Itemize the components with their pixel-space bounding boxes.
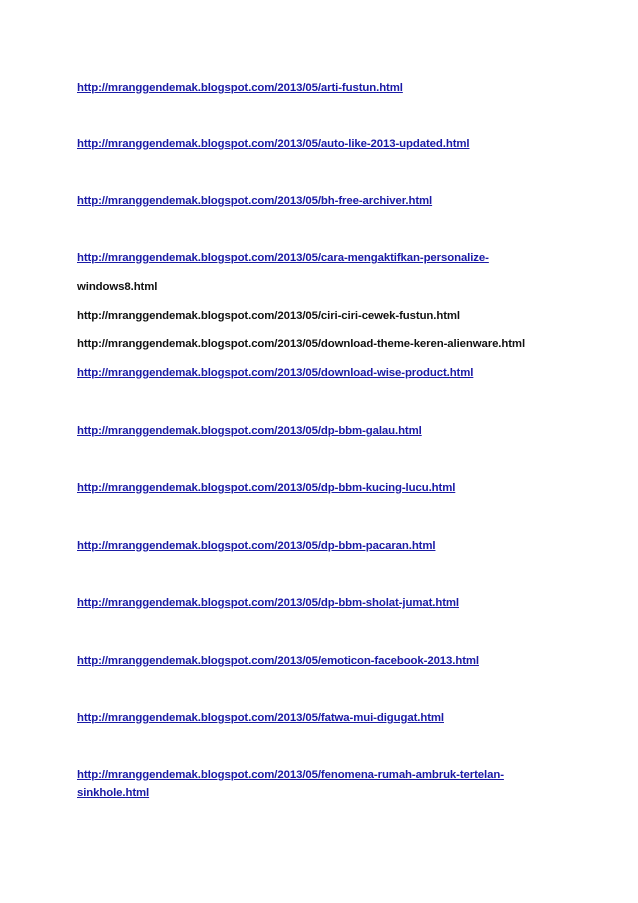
link-auto-like-2013-updated[interactable]: http://mranggendemak.blogspot.com/2013/05/auto-like-2013-updated.html — [77, 138, 470, 150]
link-arti-fustun[interactable]: http://mranggendemak.blogspot.com/2013/05/arti-fustun.html — [77, 82, 403, 94]
text-windows8-continuation: windows8.html — [77, 281, 158, 293]
link-dp-bbm-sholat-jumat[interactable]: http://mranggendemak.blogspot.com/2013/05/dp-bbm-sholat-jumat.html — [77, 597, 459, 609]
text-ciri-ciri-cewek-fustun: http://mranggendemak.blogspot.com/2013/05/ciri-ciri-cewek-fustun.html — [77, 310, 460, 322]
link-bh-free-archiver[interactable]: http://mranggendemak.blogspot.com/2013/05/bh-free-archiver.html — [77, 195, 433, 207]
link-cara-mengaktifkan-personalize[interactable]: http://mranggendemak.blogspot.com/2013/05/cara-mengaktifkan-personalize- — [77, 252, 489, 264]
text-download-theme-keren-alienware: http://mranggendemak.blogspot.com/2013/05/download-theme-keren-alienware.html — [77, 338, 526, 350]
link-emoticon-facebook-2013[interactable]: http://mranggendemak.blogspot.com/2013/05/emoticon-facebook-2013.html — [77, 655, 479, 667]
link-fatwa-mui-digugat[interactable]: http://mranggendemak.blogspot.com/2013/05/fatwa-mui-digugat.html — [77, 712, 444, 724]
link-sinkhole-continuation[interactable]: sinkhole.html — [77, 787, 150, 799]
link-dp-bbm-kucing-lucu[interactable]: http://mranggendemak.blogspot.com/2013/05/dp-bbm-kucing-lucu.html — [77, 482, 456, 494]
link-dp-bbm-pacaran[interactable]: http://mranggendemak.blogspot.com/2013/05/dp-bbm-pacaran.html — [77, 540, 436, 552]
link-download-wise-product[interactable]: http://mranggendemak.blogspot.com/2013/05/download-wise-product.html — [77, 367, 474, 379]
link-dp-bbm-galau[interactable]: http://mranggendemak.blogspot.com/2013/05/dp-bbm-galau.html — [77, 425, 422, 437]
link-fenomena-rumah-ambruk[interactable]: http://mranggendemak.blogspot.com/2013/05/fenomena-rumah-ambruk-tertelan- — [77, 769, 504, 781]
